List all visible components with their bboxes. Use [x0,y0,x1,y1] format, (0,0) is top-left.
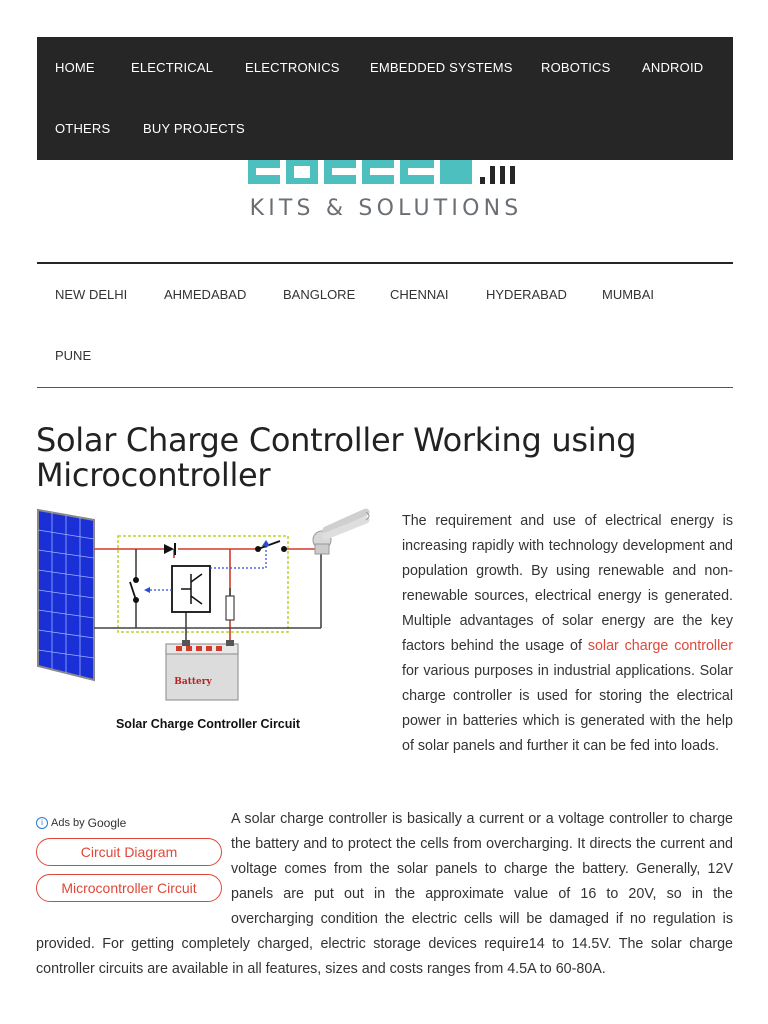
city-pune[interactable]: PUNE [55,348,92,363]
ads-brand: Google [87,816,127,830]
circuit-figure [36,508,370,708]
ads-block [36,814,226,902]
intro-text-start: The requirement and use of electrical energy is increasing rapidly with technology development and population growth. By using renewable and non-renewable sources, electrical energy is generated. Multiple advantages of solar energy are the key factors behind the usage of [402,513,733,654]
intro-text-end: for various purposes in industrial applications. Solar charge controller is used for storing the electrical power in batteries which is generated with the help of solar panels and further it can be fed into loads. [402,663,733,754]
city-ahmedabad[interactable]: AHMEDABAD [164,287,247,302]
nav-android[interactable]: ANDROID [642,60,704,75]
logo-wordmark [248,160,524,188]
body-paragraph-text: A solar charge controller is basically a current or a voltage controller to charge the battery and to protect the cells from overcharging. It directs the current and voltage comes from the solar panels to charge the battery. Generally, 12V panels are put out in the approximate value of 16 to 20V, so in the overcharging condition the electric cells will be damaged if no regulation is provided. For getting completely charged, electric storage devices require14 to 14.5V. The solar charge controller circuits are available in all features, sizes and costs ranges from 4.5A to 60-80A. [36,811,733,977]
nav-electronics[interactable]: ELECTRONICS [245,60,340,75]
ad-circuit-diagram-button[interactable]: Circuit Diagram [36,838,222,866]
nav-electrical[interactable]: ELECTRICAL [131,60,214,75]
city-mumbai[interactable]: MUMBAI [602,287,654,302]
ad-microcontroller-circuit-button[interactable]: Microcontroller Circuit [36,874,222,902]
battery-label: Battery [174,677,212,687]
city-chennai[interactable]: CHENNAI [390,287,449,302]
site-logo[interactable] [248,160,524,230]
solar-charge-controller-link[interactable]: solar charge controller [587,638,734,654]
ads-header[interactable] [36,814,226,832]
figure-caption: Solar Charge Controller Circuit [115,717,301,731]
nav-robotics[interactable]: ROBOTICS [541,60,611,75]
logo-tagline: KITS & SOLUTIONS [249,196,523,221]
nav-buy-projects[interactable]: BUY PROJECTS [143,121,245,136]
nav-embedded-systems[interactable]: EMBEDDED SYSTEMS [370,60,513,75]
city-hyderabad[interactable]: HYDERABAD [486,287,567,302]
info-icon[interactable]: i [36,817,48,829]
solar-charge-controller-circuit-image [36,508,370,708]
nav-others[interactable]: OTHERS [55,121,111,136]
nav-home[interactable]: HOME [55,60,95,75]
city-new-delhi[interactable]: NEW DELHI [55,287,128,302]
top-navigation [37,37,733,160]
intro-paragraph [402,509,733,759]
city-banglore[interactable]: BANGLORE [283,287,356,302]
city-navigation [37,262,733,388]
page-title: Solar Charge Controller Working using Microcontroller [36,421,637,494]
battery-icon [166,640,238,700]
ads-label: Ads by [51,817,85,829]
